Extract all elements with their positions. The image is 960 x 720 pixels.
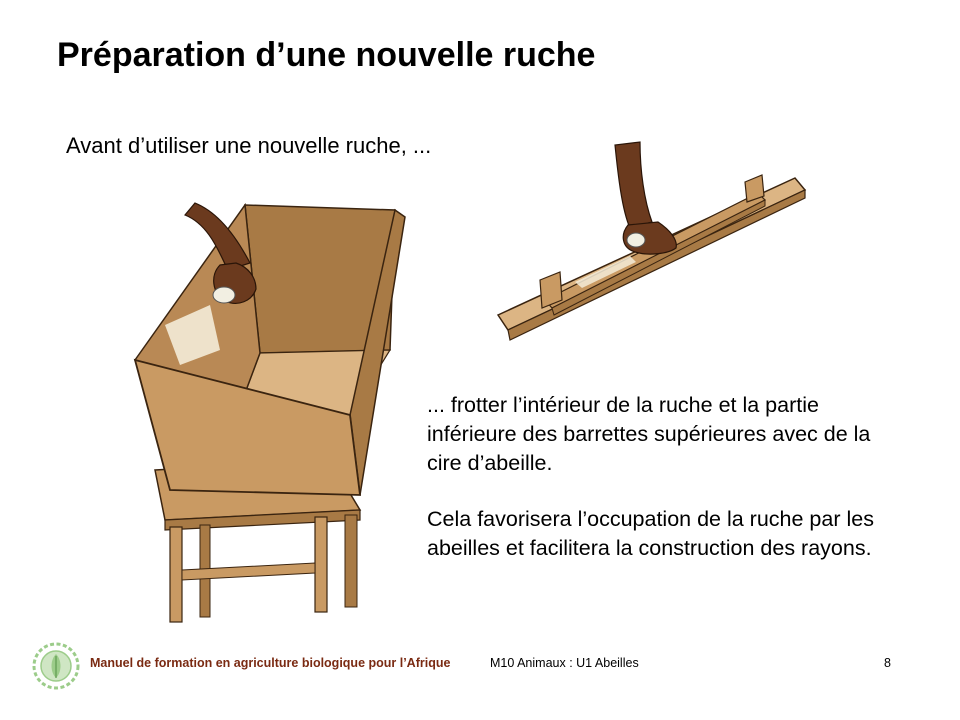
page-number: 8 [884, 656, 891, 670]
footer-manual-title: Manuel de formation en agriculture biologique pour l’Afrique [90, 656, 451, 670]
instruction-paragraph: ... frotter l’intérieur de la ruche et la partie inférieure des barrettes supérieures avec de la cire d’abeille. [427, 393, 871, 475]
organic-agriculture-logo [30, 640, 82, 692]
slide-title: Préparation d’une nouvelle ruche [57, 36, 596, 74]
hive-waxing-illustration [60, 175, 420, 625]
footer-module-label: M10 Animaux : U1 Abeilles [490, 656, 639, 670]
top-bar-waxing-illustration [490, 130, 810, 350]
intro-text: Avant d’utiliser une nouvelle ruche, ... [66, 133, 432, 158]
benefit-paragraph: Cela favorisera l’occupation de la ruche par les abeilles et facilitera la construction des rayons. [427, 507, 874, 560]
